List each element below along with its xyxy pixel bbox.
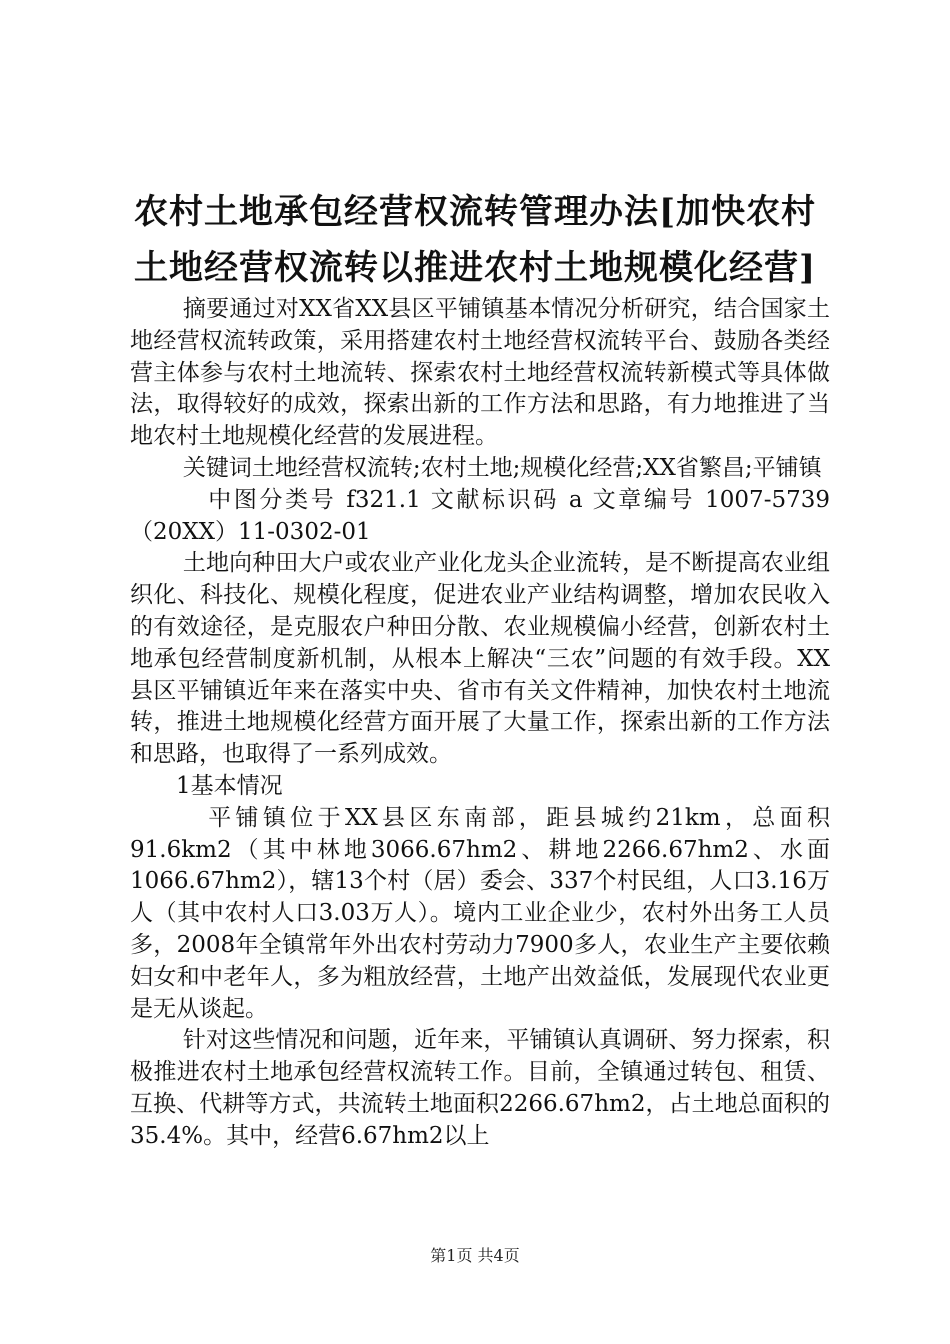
measures-paragraph: 针对这些情况和问题，近年来，平铺镇认真调研、努力探索，积极推进农村土地承包经营权流转工作。目前，全镇通过转包、租赁、互换、代耕等方式，共流转土地面积2266.67hm2，占土地总面积的35.4%。其中，经营6.67hm2以上: [130, 1027, 830, 1149]
keywords-paragraph: 关键词土地经营权流转;农村土地;规模化经营;XX省繁昌;平铺镇: [182, 454, 822, 481]
abstract-paragraph: 摘要通过对XX省XX县区平铺镇基本情况分析研究，结合国家土地经营权流转政策，采用搭建农村土地经营权流转平台、鼓励各类经营主体参与农村土地流转、探索农村土地经营权流转新模式等具体做法，取得较好的成效，探索出新的工作方法和思路，有力地推进了当地农村土地规模化经营的发展进程。: [130, 296, 830, 450]
document-title: 农村土地承包经营权流转管理办法[加快农村土地经营权流转以推进农村土地规模化经营]: [133, 192, 817, 288]
basic-situation-paragraph: 平铺镇位于XX县区东南部，距县城约21km，总面积91.6km2（其中林地3066.67hm2、耕地2266.67hm2、水面1066.67hm2），辖13个村（居）委会、337个村民组，人口3.16万人（其中农村人口3.03万人）。境内工业企业少，农村外出务工人员多，2008年全镇常年外出农村劳动力7900多人，农业生产主要依赖妇女和中老年人，多为粗放经营，土地产出效益低，发展现代农业更是无从谈起。: [130, 804, 830, 1022]
page-number-footer: 第1页 共4页: [430, 1246, 520, 1265]
classification-paragraph: 中图分类号 f321.1 文献标识码 a 文章编号 1007-5739（20XX）11-0302-01: [130, 486, 830, 545]
intro-paragraph: 土地向种田大户或农业产业化龙头企业流转，是不断提高农业组织化、科技化、规模化程度，促进农业产业结构调整，增加农民收入的有效途径，是克服农户种田分散、农业规模偏小经营，创新农村土地承包经营制度新机制，从根本上解决“三农”问题的有效手段。XX县区平铺镇近年来在落实中央、省市有关文件精神，加快农村土地流转，推进土地规模化经营方面开展了大量工作，探索出新的工作方法和思路，也取得了一系列成效。: [130, 550, 830, 768]
document-body: [130, 294, 830, 1153]
section-heading: 1基本情况: [176, 772, 283, 799]
